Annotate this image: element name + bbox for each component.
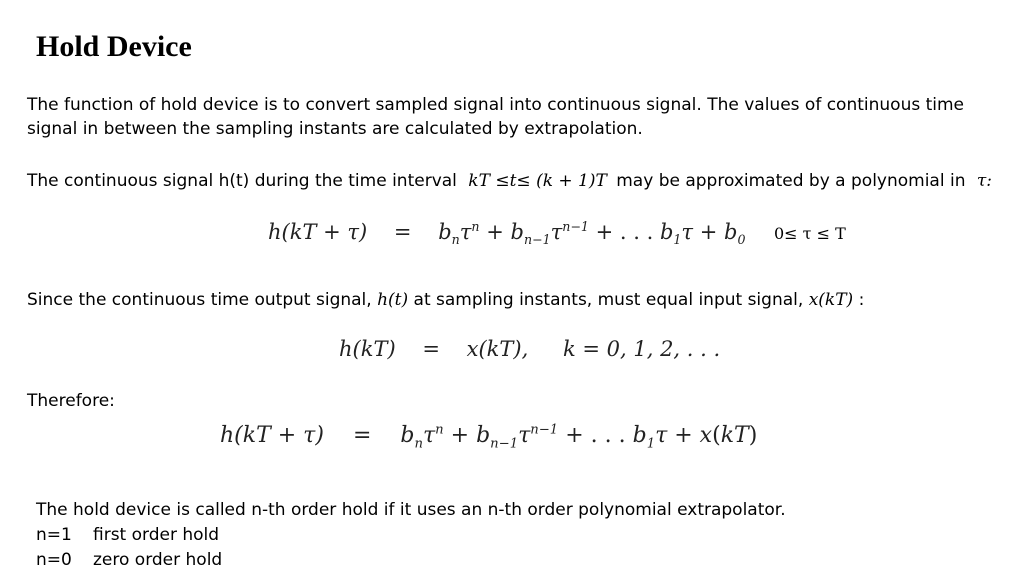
since-h: h(t) — [377, 290, 409, 310]
polynomial-text-before: The continuous signal h(t) during the time interval — [27, 171, 457, 191]
eq1-range: 0≤ τ ≤ T — [774, 224, 846, 243]
polynomial-text-after: may be approximated by a polynomial in — [616, 171, 966, 191]
since-colon: : — [858, 290, 865, 310]
page-title: Hold Device — [36, 30, 192, 63]
eq2-equals: = — [422, 337, 440, 361]
equation-1 — [268, 219, 746, 248]
equation-3 — [220, 422, 758, 452]
since-x: x(kT) — [808, 290, 854, 310]
eq1-equals: = — [393, 220, 412, 244]
eq3-lhs: h(kT + τ) — [220, 423, 324, 448]
eq3-rhs: $b_n\tau^n + b_{n-1}\tau^{n-1}$ + . . . $b_1\tau + x(kT)$ — [400, 422, 758, 452]
intro-line-1: The function of hold device is to convert sampled signal into continuous signal. The values of continuous time — [27, 95, 965, 115]
eq2-rhs: x(kT), — [466, 337, 529, 361]
polynomial-statement — [27, 168, 992, 194]
intro-line-2: signal in between the sampling instants are calculated by extrapolation. — [27, 119, 643, 139]
n1-text: first order hold — [93, 525, 220, 545]
n0-label: n=0 — [36, 550, 72, 570]
eq3-equals: = — [352, 423, 372, 448]
equation-2 — [339, 337, 720, 361]
since-text-1: Since the continuous time output signal, — [27, 290, 372, 310]
order-description: The hold device is called n-th order hold if it uses an n-th order polynomial extrapolator. — [36, 500, 786, 520]
eq2-k-values: k = 0, 1, 2, . . . — [562, 337, 721, 361]
since-text-2: at sampling instants, must equal input signal, — [413, 290, 804, 310]
eq1-rhs: $b_n\tau^n + b_{n-1}\tau^{n-1}$ + . . . $b_1\tau + b_0$ — [438, 219, 746, 248]
therefore-label: Therefore: — [27, 391, 115, 411]
n0-text: zero order hold — [93, 550, 223, 570]
tau-variable: τ: — [976, 171, 993, 191]
n1-label: n=1 — [36, 525, 72, 545]
eq1-lhs: h(kT + τ) — [268, 220, 368, 244]
eq2-lhs: h(kT) — [339, 337, 396, 361]
since-statement — [27, 287, 864, 313]
interval-expression: kT ≤t≤ (k + 1)T — [468, 171, 607, 191]
